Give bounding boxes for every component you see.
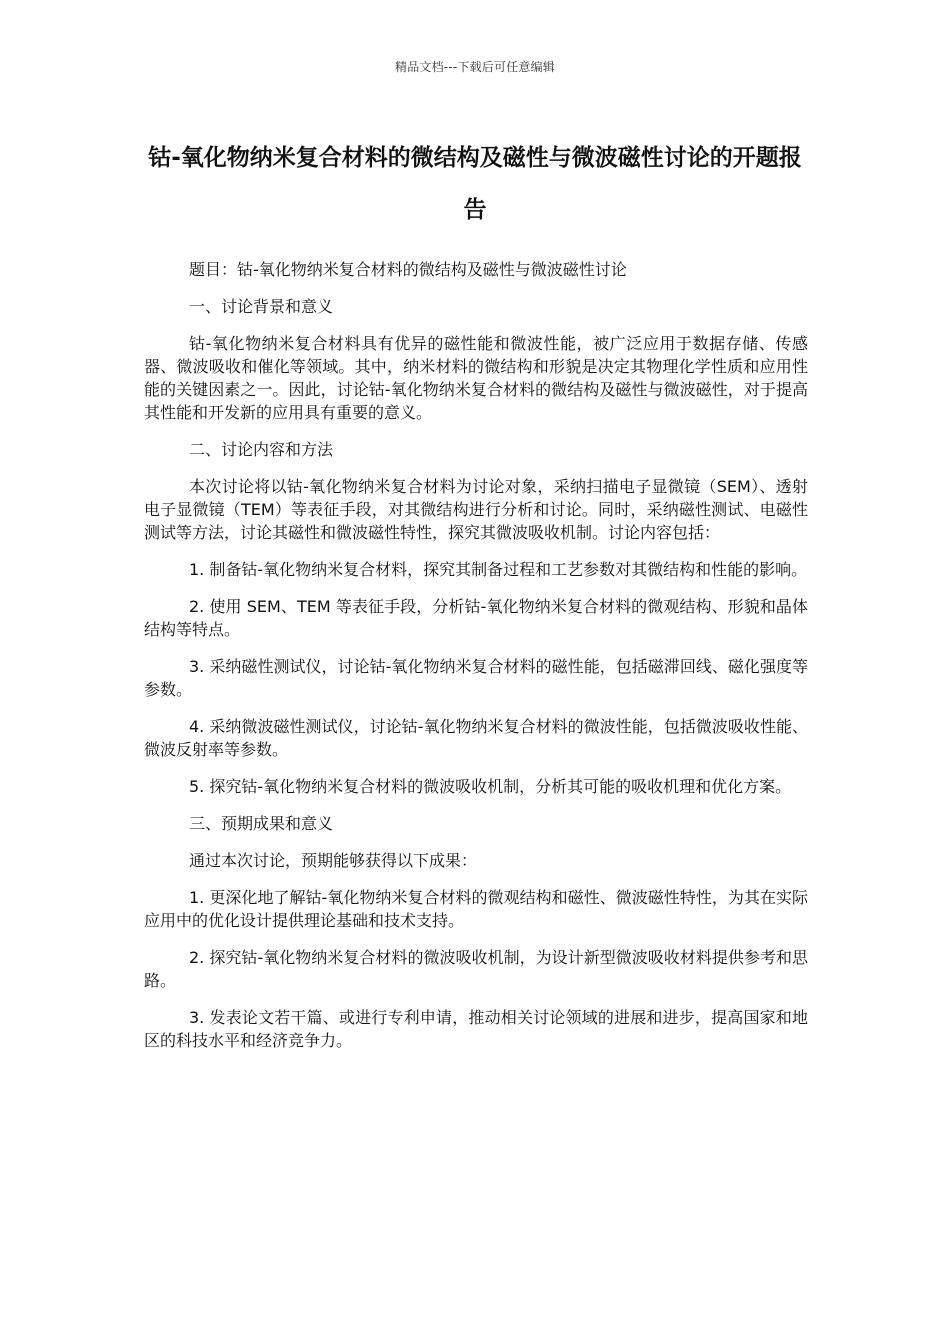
list-item-content-2: 2. 使用 SEM、TEM 等表征手段，分析钴-氧化物纳米复合材料的微观结构、形貌和晶体结构等特点。 — [144, 597, 808, 639]
list-item-content-5: 5. 探究钴-氧化物纳米复合材料的微波吸收机制，分析其可能的吸收机理和优化方案。 — [189, 777, 792, 796]
page-title: 钴-氧化物纳米复合材料的微结构及磁性与微波磁性讨论的开题报告 — [148, 145, 802, 223]
list-item-content-1: 1. 制备钴-氧化物纳米复合材料，探究其制备过程和工艺参数对其微结构和性能的影响。 — [189, 560, 808, 579]
header-note: 精品文档---下载后可任意编辑 — [395, 60, 555, 74]
section-heading-methods: 二、讨论内容和方法 — [189, 440, 334, 459]
list-item-outcome-2: 2. 探究钴-氧化物纳米复合材料的微波吸收机制，为设计新型微波吸收材料提供参考和思路。 — [144, 948, 808, 990]
paragraph-topic: 题目：钴-氧化物纳米复合材料的微结构及磁性与微波磁性讨论 — [189, 260, 627, 279]
list-item-content-4: 4. 采纳微波磁性测试仪，讨论钴-氧化物纳米复合材料的微波性能，包括微波吸收性能、微波反射率等参数。 — [144, 717, 808, 759]
list-item-outcome-3: 3. 发表论文若干篇、或进行专利申请，推动相关讨论领域的进展和进步，提高国家和地区的科技水平和经济竞争力。 — [144, 1008, 808, 1050]
section-heading-background: 一、讨论背景和意义 — [189, 297, 334, 316]
document-body — [144, 258, 808, 1066]
section-heading-outcomes: 三、预期成果和意义 — [189, 814, 334, 833]
paragraph-background: 钴-氧化物纳米复合材料具有优异的磁性能和微波性能，被广泛应用于数据存储、传感器、微波吸收和催化等领域。其中，纳米材料的微结构和形貌是决定其物理化学性质和应用性能的关键因素之一。因此，讨论钴-氧化物纳米复合材料的微结构及磁性与微波磁性，对于提高其性能和开发新的应用具有重要的意义。 — [144, 334, 808, 422]
list-item-outcome-1: 1. 更深化地了解钴-氧化物纳米复合材料的微观结构和磁性、微波磁性特性，为其在实际应用中的优化设计提供理论基础和技术支持。 — [144, 888, 808, 930]
list-item-content-3: 3. 采纳磁性测试仪，讨论钴-氧化物纳米复合材料的磁性能，包括磁滞回线、磁化强度等参数。 — [144, 657, 808, 699]
paragraph-outcomes-intro: 通过本次讨论，预期能够获得以下成果： — [189, 851, 478, 870]
paragraph-methods: 本次讨论将以钴-氧化物纳米复合材料为讨论对象，采纳扫描电子显微镜（SEM）、透射电子显微镜（TEM）等表征手段，对其微结构进行分析和讨论。同时，采纳磁性测试、电磁性测试等方法，讨论其磁性和微波磁性特性，探究其微波吸收机制。讨论内容包括： — [144, 477, 808, 542]
